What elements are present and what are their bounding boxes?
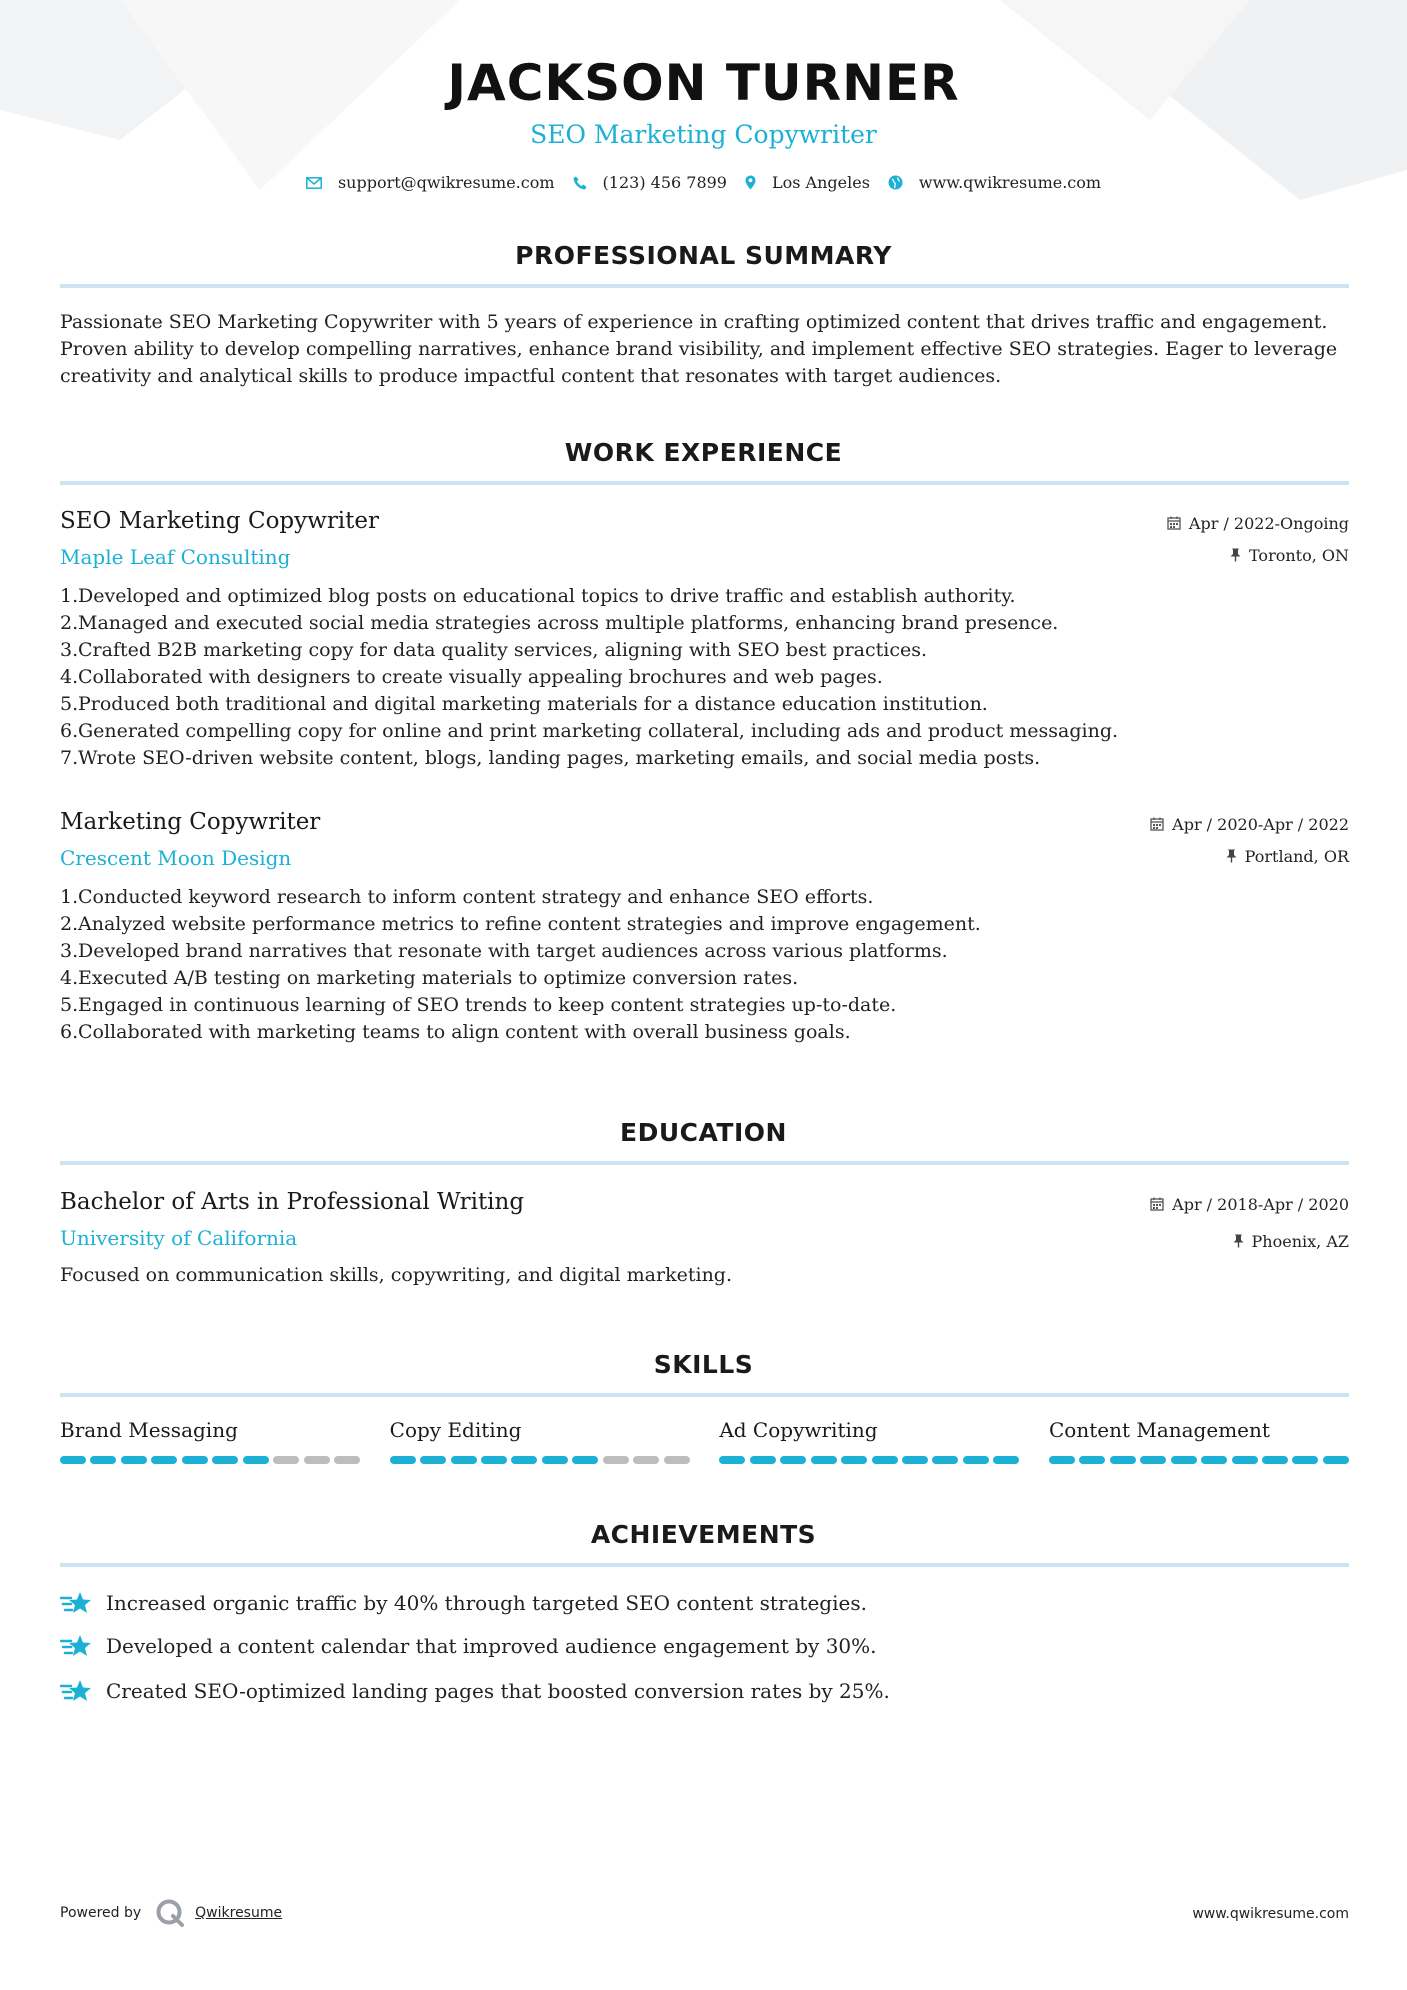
list-item: 5.Engaged in continuous learning of SEO trends to keep content strategies up-to-date. bbox=[60, 994, 897, 1016]
job-company: Maple Leaf Consulting bbox=[60, 545, 291, 569]
skill-level-segment bbox=[481, 1456, 507, 1464]
footer-website[interactable]: www.qwikresume.com bbox=[1192, 1906, 1349, 1922]
achievements-divider bbox=[60, 1563, 1349, 1567]
skill-level-segment bbox=[633, 1456, 659, 1464]
map-pin-icon bbox=[745, 175, 756, 190]
skill-level-segment bbox=[420, 1456, 446, 1464]
list-item: 4.Executed A/B testing on marketing materials to optimize conversion rates. bbox=[60, 967, 799, 989]
skill-level-segment bbox=[1292, 1456, 1318, 1464]
job-date-text: Apr / 2020-Apr / 2022 bbox=[1172, 814, 1349, 834]
achievement-item bbox=[60, 1678, 1349, 1704]
job-location-text: Toronto, ON bbox=[1249, 545, 1349, 565]
skill-level-segment bbox=[511, 1456, 537, 1464]
achievement-text: Created SEO-optimized landing pages that boosted conversion rates by 25%. bbox=[106, 1679, 890, 1703]
list-item: 3.Crafted B2B marketing copy for data quality services, aligning with SEO best practices. bbox=[60, 639, 928, 661]
skill-level-segment bbox=[1201, 1456, 1227, 1464]
skill-name: Content Management bbox=[1048, 1418, 1270, 1442]
skill-name: Copy Editing bbox=[389, 1418, 522, 1442]
achievement-text: Developed a content calendar that improved audience engagement by 30%. bbox=[106, 1634, 877, 1658]
contact-email-text: support@qwikresume.com bbox=[337, 173, 555, 192]
job-location-text: Portland, OR bbox=[1244, 846, 1349, 866]
skill-level-segment bbox=[390, 1456, 416, 1464]
star-icon bbox=[60, 1633, 92, 1659]
skill-level-segment bbox=[902, 1456, 928, 1464]
job-date bbox=[1167, 514, 1349, 532]
contact-phone[interactable] bbox=[573, 173, 727, 192]
pushpin-icon bbox=[1233, 1234, 1244, 1248]
skill-level-segment bbox=[1049, 1456, 1075, 1464]
education-date bbox=[1150, 1195, 1349, 1213]
contact-phone-text: (123) 456 7899 bbox=[602, 173, 727, 192]
contact-bar bbox=[0, 173, 1407, 192]
job-date-text: Apr / 2022-Ongoing bbox=[1188, 513, 1349, 533]
skill-level-segment bbox=[1323, 1456, 1349, 1464]
skill-level-segment bbox=[572, 1456, 598, 1464]
skills-divider bbox=[60, 1393, 1349, 1397]
skill-level-bar bbox=[719, 1456, 1019, 1464]
skill-level-segment bbox=[932, 1456, 958, 1464]
contact-location-text: Los Angeles bbox=[771, 173, 870, 192]
skill-level-segment bbox=[273, 1456, 299, 1464]
job-location bbox=[1167, 546, 1349, 564]
job-entry bbox=[60, 811, 1349, 1046]
education-entry bbox=[60, 1191, 1349, 1286]
skill-level-segment bbox=[1232, 1456, 1258, 1464]
skill-level-segment bbox=[151, 1456, 177, 1464]
list-item: 2.Managed and executed social media strategies across multiple platforms, enhancing brand presence. bbox=[60, 612, 1059, 634]
contact-website[interactable] bbox=[888, 173, 1101, 192]
globe-icon bbox=[888, 175, 903, 190]
skill-level-segment bbox=[90, 1456, 116, 1464]
contact-website-text: www.qwikresume.com bbox=[918, 173, 1102, 192]
job-title: SEO Marketing Copywriter bbox=[60, 508, 380, 534]
skill-level-segment bbox=[451, 1456, 477, 1464]
skill-item bbox=[719, 1418, 1019, 1464]
job-location bbox=[1150, 847, 1349, 865]
skill-level-segment bbox=[664, 1456, 690, 1464]
job-duties bbox=[60, 884, 1349, 1046]
list-item: 1.Conducted keyword research to inform content strategy and enhance SEO efforts. bbox=[60, 886, 874, 908]
skill-level-segment bbox=[993, 1456, 1019, 1464]
list-item: 4.Collaborated with designers to create visually appealing brochures and web pages. bbox=[60, 666, 883, 688]
education-description: Focused on communication skills, copywriting, and digital marketing. bbox=[60, 1264, 733, 1286]
pushpin-icon bbox=[1230, 548, 1241, 562]
education-location-text: Phoenix, AZ bbox=[1251, 1231, 1349, 1251]
footer-powered-by bbox=[60, 1898, 282, 1928]
skill-level-segment bbox=[212, 1456, 238, 1464]
skill-level-segment bbox=[780, 1456, 806, 1464]
skill-level-segment bbox=[542, 1456, 568, 1464]
calendar-icon bbox=[1150, 817, 1164, 831]
skill-level-segment bbox=[963, 1456, 989, 1464]
calendar-icon bbox=[1150, 1197, 1164, 1211]
star-icon bbox=[60, 1590, 92, 1616]
achievement-item bbox=[60, 1590, 1349, 1616]
skill-level-segment bbox=[1171, 1456, 1197, 1464]
skill-item bbox=[60, 1418, 360, 1464]
skill-level-segment bbox=[841, 1456, 867, 1464]
skills-list bbox=[60, 1418, 1349, 1464]
list-item: 3.Developed brand narratives that resonate with target audiences across various platforms. bbox=[60, 940, 948, 962]
skill-level-bar bbox=[60, 1456, 360, 1464]
phone-icon bbox=[573, 176, 587, 190]
job-title: Marketing Copywriter bbox=[60, 809, 321, 835]
skill-item bbox=[390, 1418, 690, 1464]
skill-level-segment bbox=[719, 1456, 745, 1464]
skill-level-segment bbox=[750, 1456, 776, 1464]
envelope-icon bbox=[306, 177, 322, 189]
job-meta bbox=[1150, 815, 1349, 865]
list-item: 1.Developed and optimized blog posts on educational topics to drive traffic and establish authority. bbox=[60, 585, 1016, 607]
candidate-name: JACKSON TURNER bbox=[447, 54, 960, 112]
job-duties bbox=[60, 583, 1349, 772]
education-divider bbox=[60, 1161, 1349, 1165]
skill-level-segment bbox=[811, 1456, 837, 1464]
skill-name: Ad Copywriting bbox=[719, 1418, 878, 1442]
skill-level-segment bbox=[243, 1456, 269, 1464]
resume-header bbox=[0, 54, 1407, 149]
achievement-item bbox=[60, 1633, 1349, 1659]
contact-location bbox=[745, 173, 870, 192]
degree-title: Bachelor of Arts in Professional Writing bbox=[60, 1189, 525, 1215]
skill-item bbox=[1049, 1418, 1349, 1464]
achievements-heading: ACHIEVEMENTS bbox=[590, 1520, 817, 1549]
achievement-text: Increased organic traffic by 40% through targeted SEO content strategies. bbox=[106, 1591, 867, 1615]
powered-by-label: Powered by bbox=[60, 1905, 142, 1921]
education-heading: EDUCATION bbox=[620, 1118, 787, 1147]
list-item: 7.Wrote SEO-driven website content, blogs, landing pages, marketing emails, and social media posts. bbox=[60, 747, 1041, 769]
skill-level-bar bbox=[1049, 1456, 1349, 1464]
job-entry bbox=[60, 510, 1349, 772]
skill-level-segment bbox=[60, 1456, 86, 1464]
list-item: 2.Analyzed website performance metrics to refine content strategies and improve engagement. bbox=[60, 913, 981, 935]
skill-level-segment bbox=[1140, 1456, 1166, 1464]
skill-level-segment bbox=[121, 1456, 147, 1464]
star-icon bbox=[60, 1678, 92, 1704]
school-name: University of California bbox=[60, 1226, 298, 1250]
experience-heading: WORK EXPERIENCE bbox=[564, 438, 843, 467]
candidate-role: SEO Marketing Copywriter bbox=[530, 120, 877, 149]
list-item: 6.Collaborated with marketing teams to align content with overall business goals. bbox=[60, 1021, 851, 1043]
skill-level-segment bbox=[304, 1456, 330, 1464]
summary-divider bbox=[60, 284, 1349, 288]
education-location bbox=[1150, 1232, 1349, 1250]
job-meta bbox=[1167, 514, 1349, 564]
summary-text: Passionate SEO Marketing Copywriter with 5 years of experience in crafting optimized content that drives traffic and engagement. Proven ability to develop compelling narratives, enhance brand visibility, and implement effective SEO strategies. Eager to leverage creativity and analytical skills to produce impactful content that resonates with target audiences. bbox=[60, 311, 1338, 387]
skill-name: Brand Messaging bbox=[60, 1418, 238, 1442]
job-company: Crescent Moon Design bbox=[60, 846, 292, 870]
list-item: 5.Produced both traditional and digital marketing materials for a distance education institution. bbox=[60, 693, 988, 715]
skill-level-segment bbox=[1262, 1456, 1288, 1464]
qwikresume-logo-icon bbox=[155, 1898, 185, 1928]
skill-level-segment bbox=[334, 1456, 360, 1464]
skill-level-segment bbox=[182, 1456, 208, 1464]
skills-heading: SKILLS bbox=[653, 1350, 754, 1379]
skill-level-bar bbox=[390, 1456, 690, 1464]
education-date-text: Apr / 2018-Apr / 2020 bbox=[1172, 1194, 1349, 1214]
skill-level-segment bbox=[603, 1456, 629, 1464]
experience-divider bbox=[60, 481, 1349, 485]
contact-email[interactable] bbox=[306, 173, 555, 192]
skill-level-segment bbox=[1079, 1456, 1105, 1464]
job-date bbox=[1150, 815, 1349, 833]
skill-level-segment bbox=[872, 1456, 898, 1464]
pushpin-icon bbox=[1226, 849, 1237, 863]
calendar-icon bbox=[1167, 516, 1181, 530]
summary-heading: PROFESSIONAL SUMMARY bbox=[515, 241, 892, 270]
list-item: 6.Generated compelling copy for online and print marketing collateral, including ads and product messaging. bbox=[60, 720, 1119, 742]
qwikresume-link[interactable]: Qwikresume bbox=[195, 1905, 283, 1921]
skill-level-segment bbox=[1110, 1456, 1136, 1464]
education-meta bbox=[1150, 1195, 1349, 1250]
